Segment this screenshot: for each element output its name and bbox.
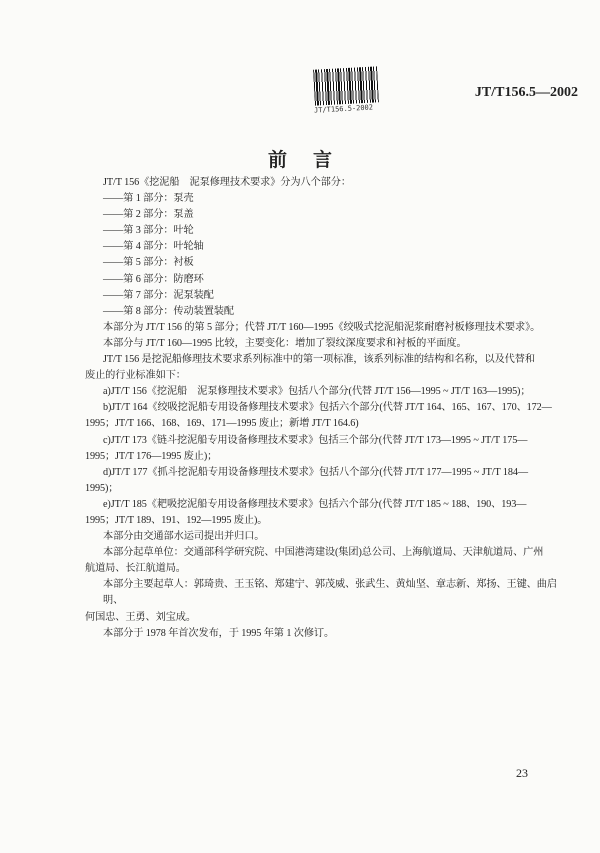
text-line: c)JT/T 173《链斗挖泥船专用设备修理技术要求》包括三个部分(代替 JT/T 173—1995 ~ JT/T 175— [103,434,528,446]
text-line: ——第 3 部分：叶轮 [103,225,194,237]
text-line: 本部分与 JT/T 160—1995 比较，主要变化：增加了裂纹深度要求和衬板的平面度。 [103,337,467,349]
text-line: ——第 1 部分：泵壳 [103,193,194,205]
text-line: b)JT/T 164《绞吸挖泥船专用设备修理技术要求》包括六个部分(代替 JT/T 164、165、167、170、172— [103,402,552,414]
text-line: ——第 8 部分：传动装置装配 [103,305,234,317]
text-line: ——第 5 部分：衬板 [103,257,194,269]
text-line: ——第 6 部分：防磨环 [103,273,204,285]
text-line: 本部分由交通部水运司提出并归口。 [103,531,265,543]
text-line: d)JT/T 177《抓斗挖泥船专用设备修理技术要求》包括八个部分(代替 JT/T 177—1995 ~ JT/T 184— [103,466,528,478]
text-line: 航道局、长江航道局。 [85,563,186,575]
text-line: a)JT/T 156《挖泥船 泥泵修理技术要求》包括八个部分(代替 JT/T 156—1995 ~ JT/T 163—1995)； [103,386,531,398]
text-line: ——第 2 部分：泵盖 [103,209,194,221]
barcode [313,66,379,105]
text-line: 1995；JT/T 189、191、192—1995 废止)。 [85,514,268,526]
text-line: 本部分于 1978 年首次发布，于 1995 年第 1 次修订。 [103,627,335,639]
barcode-label: JT/T156.5-2002 [313,103,374,115]
text-line: 1995；JT/T 176—1995 废止)； [85,450,218,462]
text-line: ——第 4 部分：叶轮轴 [103,241,204,253]
text-line: JT/T 156《挖泥船 泥泵修理技术要求》分为八个部分： [103,177,351,188]
text-line: 1995)； [85,482,119,494]
text-line: 本部分起草单位：交通部科学研究院、中国港湾建设(集团)总公司、上海航道局、天津航道局、广州 [103,547,544,559]
text-line: ——第 7 部分：泥泵装配 [103,289,214,301]
text-line: 1995；JT/T 166、168、169、171—1995 废止；新增 JT/T 164.6) [85,418,359,430]
text-line: 本部分主要起草人：郭琦贵、王玉铭、郑建宁、郭茂威、张武生、黄灿坚、章志新、郑扬、王键、曲启明、 [103,579,557,607]
text-line: e)JT/T 185《耙吸挖泥船专用设备修理技术要求》包括六个部分(代替 JT/T 185 ~ 188、190、193— [103,498,527,510]
text-line: 废止的行业标准如下： [85,370,186,382]
text-line: 何国忠、王勇、刘宝成。 [85,611,196,623]
page-title: 前言 [267,150,358,171]
text-line: JT/T 156 是挖泥船修理技术要求系列标准中的第一项标准，该系列标准的结构和名称，以及代替和 [103,354,535,366]
text-line: 本部分为 JT/T 156 的第 5 部分；代替 JT/T 160—1995《绞吸式挖泥船泥浆耐磨衬板修理技术要求》。 [103,321,541,333]
document-body [85,175,575,642]
standard-number: JT/T156.5—2002 [474,85,578,100]
page-number: 23 [516,766,528,780]
